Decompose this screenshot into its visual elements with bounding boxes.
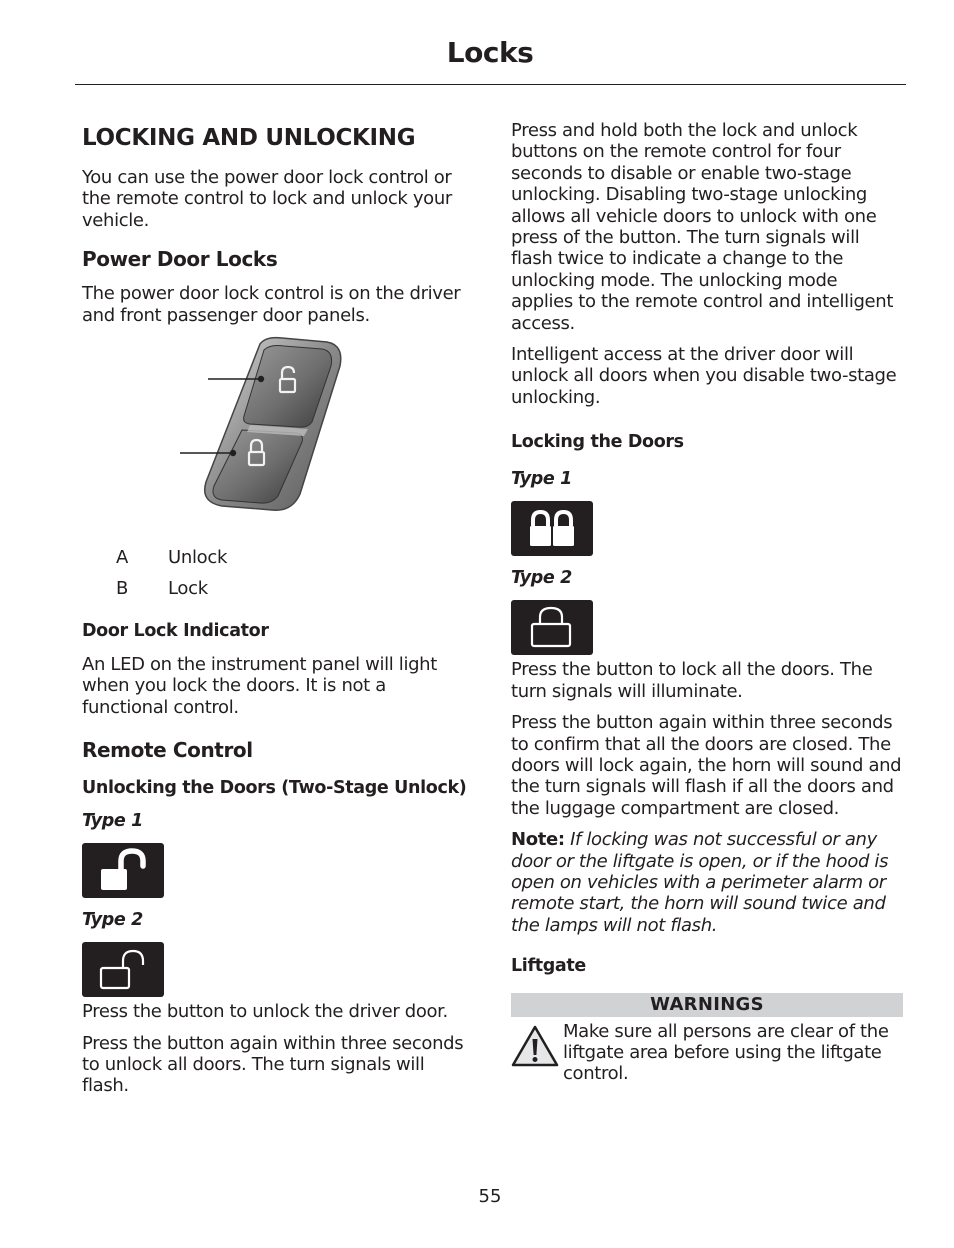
- unlock-instruction-2: Press the button again within three seconds to unlock all doors. The turn signals will flash.: [82, 1032, 464, 1097]
- locking-doors-heading: Locking the Doors: [511, 432, 684, 453]
- legend-row-b: [82, 578, 474, 599]
- legend-key: B: [116, 578, 129, 600]
- lock-instruction-1: Press the button to lock all the doors. The turn signals will illuminate.: [511, 659, 873, 702]
- lock-instruction-2: Press the button again within three seconds to confirm that all the doors are closed. The doors will lock again, the horn will sound and the turn signals will flash if all the doors and the luggage compartment are closed.: [511, 712, 902, 819]
- lock-type2-label: Type 2: [511, 568, 573, 589]
- unlock-type2-label: Type 2: [82, 910, 144, 931]
- lock-icon-type1: [511, 501, 593, 556]
- unlock-icon: [82, 843, 164, 898]
- unlock-instruction-1: Press the button to unlock the driver door.: [82, 1001, 448, 1023]
- right-column: [511, 120, 903, 1084]
- intro-paragraph: You can use the power door lock control or the remote control to lock and unlock your vehicle.: [82, 167, 452, 231]
- unlock-outline-icon: [82, 942, 164, 997]
- left-column: [82, 120, 474, 1107]
- locking-note: [511, 829, 903, 936]
- remote-control-heading: Remote Control: [82, 738, 253, 763]
- unlock-icon-type2: [82, 942, 164, 997]
- page-number: 55: [478, 1186, 502, 1207]
- warning-text: Make sure all persons are clear of the liftgate area before using the liftgate control.: [563, 1021, 889, 1085]
- lock-icon-type2: [511, 600, 593, 655]
- unlocking-doors-heading: Unlocking the Doors (Two-Stage Unlock): [82, 778, 467, 799]
- door-lock-switch-illustration: [82, 336, 474, 531]
- legend-label: Lock: [168, 578, 208, 600]
- note-label: Note:: [511, 829, 565, 851]
- note-text: If locking was not successful or any door or the liftgate is open, or if the hood is open on vehicles with a perimeter alarm or remote start, the horn will sound twice and the lamps will not flash.: [511, 829, 889, 936]
- legend-row-a: [82, 547, 474, 568]
- legend-key: A: [116, 547, 129, 569]
- title-divider: [75, 84, 906, 85]
- warning-triangle-icon: [511, 1021, 563, 1084]
- warnings-banner: WARNINGS: [511, 993, 903, 1017]
- power-door-locks-heading: Power Door Locks: [82, 247, 278, 272]
- unlock-type1-label: Type 1: [82, 811, 144, 832]
- section-title: LOCKING AND UNLOCKING: [82, 125, 416, 151]
- legend-label: Unlock: [168, 547, 228, 569]
- double-lock-icon: [511, 501, 593, 556]
- intelligent-access-paragraph: Intelligent access at the driver door will unlock all doors when you disable two-stage unlocking.: [511, 344, 897, 408]
- lock-outline-icon: [511, 600, 593, 655]
- door-lock-switch-graphic: [82, 336, 474, 531]
- door-lock-indicator-heading: Door Lock Indicator: [82, 621, 269, 642]
- unlock-icon-type1: [82, 843, 164, 898]
- power-door-locks-text: The power door lock control is on the driver and front passenger door panels.: [82, 283, 461, 326]
- liftgate-heading: Liftgate: [511, 956, 586, 977]
- door-lock-indicator-text: An LED on the instrument panel will light when you lock the doors. It is not a functional control.: [82, 654, 437, 718]
- two-stage-toggle-paragraph: Press and hold both the lock and unlock buttons on the remote control for four seconds to disable or enable two-stage unlocking. Disabling two-stage unlocking allows all vehicle doors to unlock with one press of the button. The turn signals will flash twice to indicate a change to the unlocking mode. The unlocking mode applies to the remote control and intelligent access.: [511, 120, 894, 334]
- lock-type1-label: Type 1: [511, 469, 573, 490]
- warning-item: [511, 1021, 903, 1084]
- page-title: Locks: [446, 36, 534, 69]
